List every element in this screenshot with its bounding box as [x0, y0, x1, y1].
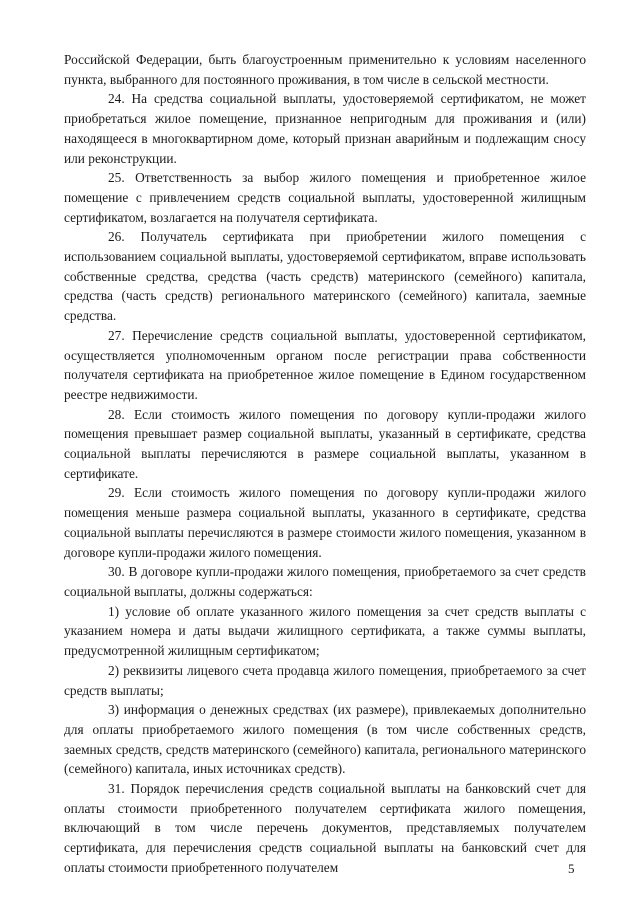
paragraph-28: 28. Если стоимость жилого помещения по договору купли-продажи жилого помещения превышает размер социальной выплаты, указанный в сертификате, средства социальной выплаты перечисляются в размере социальной выплаты, указанном в сертификате. — [64, 406, 586, 481]
list-item-1: 1) условие об оплате указанного жилого помещения за счет средств выплаты с указанием номера и даты выдачи жилищного сертификата, а также суммы выплаты, предусмотренной жилищным сертификатом; — [64, 603, 586, 659]
paragraph-25: 25. Ответственность за выбор жилого помещения и приобретенное жилое помещение с привлечением средств социальной выплаты, удостоверенной жилищным сертификатом, возлагается на получателя сертификата. — [64, 170, 586, 225]
paragraph-29: 29. Если стоимость жилого помещения по договору купли-продажи жилого помещения меньше размера социальной выплаты, указанного в сертификате, средства социальной выплаты перечисляются в размере стоимости жилого помещения, указанном в договоре купли-продажи жилого помещения. — [64, 485, 586, 560]
paragraph-24: 24. На средства социальной выплаты, удостоверяемой сертификатом, не может приобретаться жилое помещение, признанное непригодным для проживания и (или) находящееся в многоквартирном доме, который признан аварийным и подлежащим сносу или реконструкции. — [64, 91, 586, 166]
paragraph-26: 26. Получатель сертификата при приобретении жилого помещения с использованием социальной выплаты, удостоверяемой сертификатом, вправе использовать собственные средства, средства (часть средств) материнского (семейного) капитала, средства (часть средств) регионального материнского (семейного) капитала, заемные средства. — [64, 229, 586, 324]
paragraph-27: 27. Перечисление средств социальной выплаты, удостоверенной сертификатом, осуществляется уполномоченным органом после регистрации права собственности получателя сертификата на приобретенное жилое помещение в Едином государственном реестре недвижимости. — [64, 327, 586, 402]
document-body — [64, 50, 586, 878]
list-item-3: 3) информация о денежных средствах (их размере), привлекаемых дополнительно для оплаты приобретаемого жилого помещения (в том числе собственных средств, заемных средств, средств материнского (семейного) капитала, регионального материнского (семейного) капитала, иных источниках средств). — [64, 702, 586, 777]
paragraph-30: 30. В договоре купли-продажи жилого помещения, приобретаемого за счет средств социальной выплаты, должны содержаться: — [64, 564, 586, 599]
paragraph-continuation: Российской Федерации, быть благоустроенным применительно к условиям населенного пункта, выбранного для постоянного проживания, в том числе в сельской местности. — [64, 52, 586, 87]
page-number: 5 — [568, 861, 575, 876]
paragraph-31: 31. Порядок перечисления средств социальной выплаты на банковский счет для оплаты стоимости приобретенного получателем сертификата жилого помещения, включающий в том числе перечень документов, представляемых получателем сертификата, для перечисления средств социальной выплаты на банковский счет для оплаты стоимости приобретенного получателем — [64, 781, 586, 875]
list-item-2: 2) реквизиты лицевого счета продавца жилого помещения, приобретаемого за счет средств выплаты; — [64, 662, 586, 698]
